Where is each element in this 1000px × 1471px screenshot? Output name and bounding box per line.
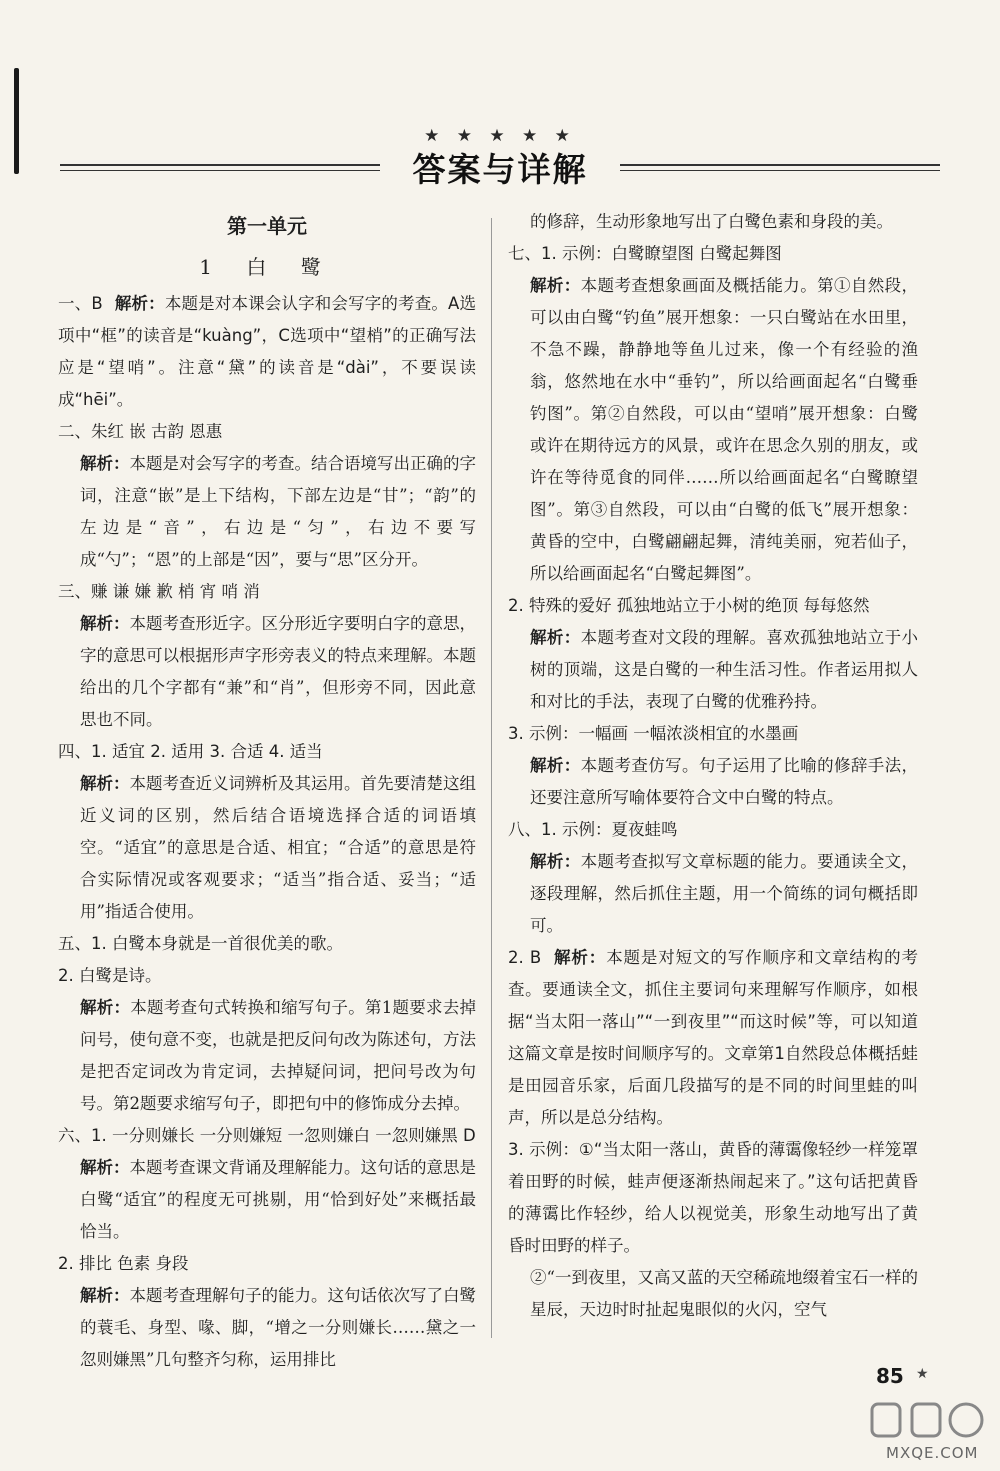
- analysis-item: 解析：本题考查形近字。区分形近字要明白字的意思，字的意思可以根据形声字形旁表义的特点来理解。本题给出的几个字都有“兼”和“肖”，但形旁不同，因此意思也不同。: [80, 614, 476, 729]
- right-column: [508, 206, 918, 1326]
- header-stars: ★ ★ ★ ★ ★: [424, 126, 576, 146]
- star-icon: ★: [916, 1366, 929, 1382]
- answer-item: 七、1. 示例：白鹭瞭望图 白鹭起舞图: [508, 244, 782, 263]
- analysis-item: 解析：本题是对会写字的考查。结合语境写出正确的字词，注意“嵌”是上下结构，下部左边是“甘”；“韵”的左边是“音”，右边是“匀”，右边不要写成“勺”；“恩”的上部是“因”，要与“思”区分开。: [80, 454, 476, 569]
- analysis-item: 解析：本题考查仿写。句子运用了比喻的修辞手法，还要注意所写喻体要符合文中白鹭的特点。: [530, 756, 919, 807]
- page-title: 答案与详解: [412, 150, 588, 189]
- answer-item: 五、1. 白鹭本身就是一首很优美的歌。: [58, 934, 343, 953]
- column-divider: [491, 218, 492, 1338]
- answer-item: 三、赚 谦 嫌 歉 梢 宵 哨 消: [58, 582, 260, 601]
- watermark-site: MXQE.COM: [886, 1444, 979, 1462]
- answer-item: 六、1. 一分则嫌长 一分则嫌短 一忽则嫌白 一忽则嫌黑 D: [58, 1126, 476, 1145]
- analysis-item: 解析：本题考查课文背诵及理解能力。这句话的意思是白鹭“适宜”的程度无可挑剔，用“恰到好处”来概括最恰当。: [80, 1158, 476, 1241]
- analysis-item: 解析：本题考查想象画面及概括能力。第①自然段，可以由白鹭“钓鱼”展开想象：一只白鹭站在水田里，不急不躁，静静地等鱼儿过来，像一个有经验的渔翁，悠然地在水中“垂钓”，所以给画面起名“白鹭垂钓图”。第②自然段，可以由“望哨”展开想象：白鹭或许在期待远方的风景，或许在思念久别的朋友，或许在等待觅食的同伴……所以给画面起名“白鹭瞭望图”。第③自然段，可以由“白鹭的低飞”展开想象：黄昏的空中，白鹭翩翩起舞，清纯美丽，宛若仙子，所以给画面起名“白鹭起舞图”。: [530, 276, 919, 583]
- unit-title: 第一单元: [227, 214, 307, 238]
- left-column: [58, 206, 476, 1376]
- answer-item: ②“一到夜里，又高又蓝的天空稀疏地缀着宝石一样的星辰，天边时时扯起鬼眼似的火闪，空气: [530, 1268, 918, 1319]
- answer-item: 四、1. 适宜 2. 适用 3. 合适 4. 适当: [58, 742, 323, 761]
- page-footer: [870, 1360, 940, 1396]
- answer-item: 八、1. 示例：夏夜蛙鸣: [508, 820, 678, 839]
- analysis-item: 解析：本题考查句式转换和缩写句子。第1题要求去掉问号，使句意不变，也就是把反问句改为陈述句，方法是把否定词改为肯定词，去掉疑问词，把问号改为句号。第2题要求缩写句子，即把句中的修饰成分去掉。: [80, 998, 477, 1113]
- analysis-item: 解析：本题考查对文段的理解。喜欢孤独地站立于小树的顶端，这是白鹭的一种生活习性。作者运用拟人和对比的手法，表现了白鹭的优雅矜持。: [530, 628, 919, 711]
- analysis-item: 解析：本题考查近义词辨析及其运用。首先要清楚这组近义词的区别，然后结合语境选择合适的词语填空。“适宜”的意思是合适、相宜；“合适”的意思是符合实际情况或客观要求；“适当”指合适、妥当；“适用”指适合使用。: [80, 774, 476, 921]
- analysis-item: 解析：本题考查拟写文章标题的能力。要通读全文，逐段理解，然后抓住主题，用一个简练的词句概括即可。: [530, 852, 919, 935]
- answer-item: 二、朱红 嵌 古韵 恩惠: [58, 422, 223, 441]
- page-number: 85: [876, 1364, 904, 1388]
- binding-edge: [14, 68, 19, 174]
- page-header: [60, 126, 940, 196]
- answer-item: 2. 特殊的爱好 孤独地站立于小树的绝顶 每每悠然: [508, 596, 870, 615]
- answer-item: 3. 示例：①“当太阳一落山，黄昏的薄霭像轻纱一样笼罩着田野的时候，蛙声便逐渐热闹起来了。”这句话把黄昏的薄霭比作轻纱，给人以视觉美，形象生动地写出了黄昏时田野的样子。: [508, 1140, 918, 1255]
- lesson-title: 1 白 鹭: [199, 255, 335, 279]
- answer-item: 一、B 解析：本题是对本课会认字和会写字的考查。A选项中“框”的读音是“kuàng”，C选项中“望梢”的正确写法应是“望哨”。注意“黛”的读音是“dài”，不要误读成“hēi”。: [58, 294, 477, 409]
- answer-item: 2. 白鹭是诗。: [58, 966, 162, 985]
- analysis-continuation: 的修辞，生动形象地写出了白鹭色素和身段的美。: [530, 212, 893, 231]
- watermark: [868, 1396, 1000, 1471]
- analysis-item: 解析：本题考查理解句子的能力。这句话依次写了白鹭的蓑毛、身型、喙、脚，“增之一分则嫌长……黛之一忽则嫌黑”几句整齐匀称，运用排比: [80, 1286, 476, 1369]
- answer-item: 2. B 解析：本题是对短文的写作顺序和文章结构的考查。要通读全文，抓住主要词句来理解写作顺序，如根据“当太阳一落山”“一到夜里”“而这时候”等，可以知道这篇文章是按时间顺序写的。文章第1自然段总体概括蛙是田园音乐家，后面几段描写的是不同的时间里蛙的叫声，所以是总分结构。: [508, 948, 919, 1127]
- answer-item: 3. 示例：一幅画 一幅浓淡相宜的水墨画: [508, 724, 799, 743]
- answer-item: 2. 排比 色素 身段: [58, 1254, 189, 1273]
- watermark-logo-icon: [868, 1396, 988, 1444]
